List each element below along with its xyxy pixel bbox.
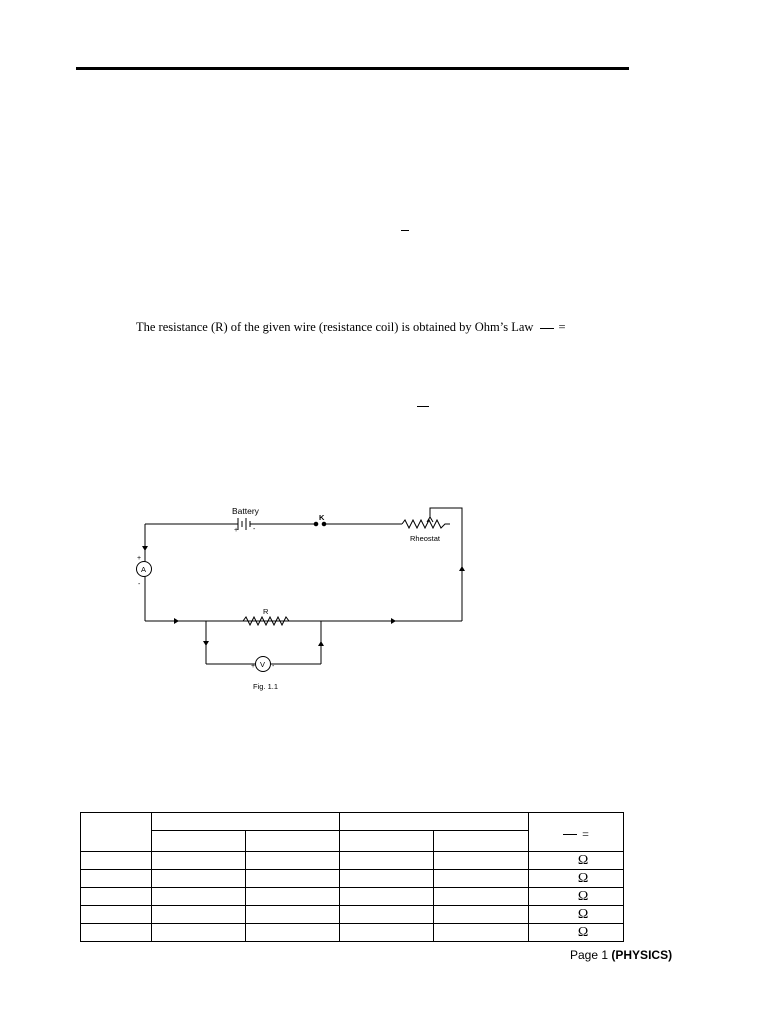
ohms-law-sentence: [136, 320, 566, 335]
table-row: [81, 888, 624, 906]
fraction-bar: [563, 834, 577, 835]
ammeter-label: A: [141, 565, 147, 574]
circuit-figure: [128, 493, 480, 701]
table-header-row: [81, 813, 624, 831]
fraction-bar: [417, 406, 429, 407]
table-row: [81, 906, 624, 924]
fraction-bar: [540, 328, 554, 329]
voltmeter-label: V: [260, 660, 266, 669]
header-cell: [151, 831, 245, 852]
header-cell: [245, 831, 340, 852]
rheostat-label: Rheostat: [410, 534, 441, 543]
table-cell: [151, 870, 245, 888]
fraction-bar: [401, 230, 409, 231]
ammeter-minus-sign: -: [138, 581, 141, 588]
ohm-cell: Ω: [529, 888, 624, 906]
voltmeter-plus-sign: +: [251, 663, 256, 670]
table-row: [81, 870, 624, 888]
table-cell: [340, 870, 434, 888]
ohm-cell: Ω: [529, 924, 624, 942]
battery-plus-sign: +: [234, 527, 239, 534]
sentence-equation: [540, 320, 565, 335]
top-rule: [76, 67, 629, 70]
table-cell: [151, 888, 245, 906]
ohm-cell: Ω: [529, 870, 624, 888]
table-cell: [245, 870, 340, 888]
table-row: [81, 924, 624, 942]
sentence-text: The resistance (R) of the given wire (resistance coil) is obtained by Ohm’s Law: [136, 320, 534, 334]
page-number: Page 1: [570, 948, 609, 962]
table-cell: [434, 924, 529, 942]
table-cell: [340, 852, 434, 870]
table-cell: [434, 870, 529, 888]
table-cell: [81, 906, 152, 924]
table-cell: [245, 852, 340, 870]
page-footer: [570, 948, 672, 962]
header-cell: [340, 831, 434, 852]
key-label: K: [319, 513, 325, 522]
table-cell: [81, 852, 152, 870]
table-cell: [434, 852, 529, 870]
figure-caption: Fig. 1.1: [253, 682, 279, 691]
table-cell: [245, 906, 340, 924]
resistance-header-cell: [529, 813, 624, 852]
header-cell: [151, 813, 340, 831]
resistor-label: R: [263, 607, 269, 616]
table-cell: [81, 924, 152, 942]
battery-label: Battery: [232, 506, 259, 516]
observation-table: [80, 812, 624, 942]
table-cell: [340, 888, 434, 906]
header-cell: [81, 813, 152, 852]
table-cell: [340, 924, 434, 942]
table-row: [81, 852, 624, 870]
ohm-cell: Ω: [529, 906, 624, 924]
header-cell: [434, 831, 529, 852]
voltmeter-minus-sign: -: [272, 663, 275, 670]
circuit-diagram: [128, 493, 480, 701]
table-cell: [245, 888, 340, 906]
table-cell: [340, 906, 434, 924]
table-cell: [434, 906, 529, 924]
equals-sign: =: [582, 827, 589, 841]
ammeter-plus-sign: +: [137, 555, 142, 562]
table-cell: [81, 888, 152, 906]
battery-minus-sign: -: [253, 526, 256, 533]
table-cell: [434, 888, 529, 906]
equals-sign: =: [558, 320, 566, 334]
subject-label: (PHYSICS): [611, 948, 673, 962]
ohm-cell: Ω: [529, 852, 624, 870]
table-cell: [151, 906, 245, 924]
header-cell: [340, 813, 529, 831]
table-cell: [151, 852, 245, 870]
table-cell: [151, 924, 245, 942]
table-cell: [245, 924, 340, 942]
table-cell: [81, 870, 152, 888]
